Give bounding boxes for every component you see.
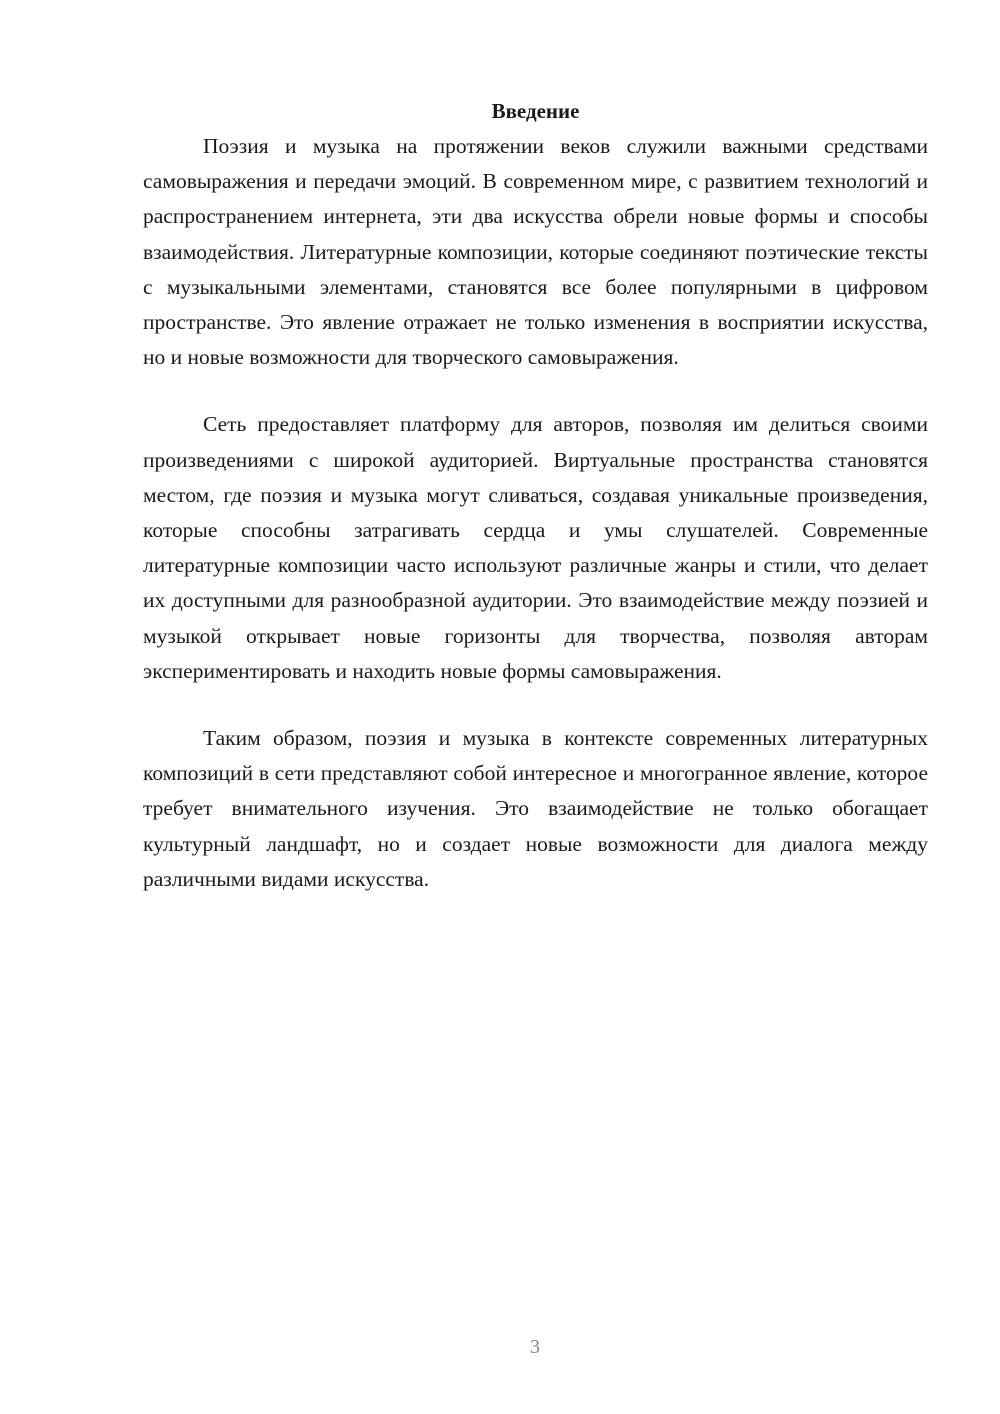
page-number: 3 bbox=[530, 1336, 540, 1358]
page-content bbox=[143, 94, 928, 929]
paragraph-2: Сеть предоставляет платформу для авторов, позволяя им делиться своими произведениями с широкой аудиторией. Виртуальные пространства становятся местом, где поэзия и музыка могут сливаться, создавая уникальные произведения, которые способны затрагивать сердца и умы слушателей. Современные литературные композиции часто используют различные жанры и стили, что делает их доступными для разнообразной аудитории. Это взаимодействие между поэзией и музыкой открывает новые горизонты для творчества, позволяя авторам экспериментировать и находить новые формы самовыражения. bbox=[143, 412, 928, 683]
paragraph-3: Таким образом, поэзия и музыка в контексте современных литературных композиций в сети представляют собой интересное и многогранное явление, которое требует внимательного изучения. Это взаимодействие не только обогащает культурный ландшафт, но и создает новые возможности для диалога между различными видами искусства. bbox=[143, 726, 928, 891]
section-heading: Введение bbox=[491, 99, 580, 123]
paragraph-1: Поэзия и музыка на протяжении веков служили важными средствами самовыражения и передачи эмоций. В современном мире, с развитием технологий и распространением интернета, эти два искусства обрели новые формы и способы взаимодействия. Литературные композиции, которые соединяют поэтические тексты с музыкальными элементами, становятся все более популярными в цифровом пространстве. Это явление отражает не только изменения в восприятии искусства, но и новые возможности для творческого самовыражения. bbox=[143, 134, 928, 370]
